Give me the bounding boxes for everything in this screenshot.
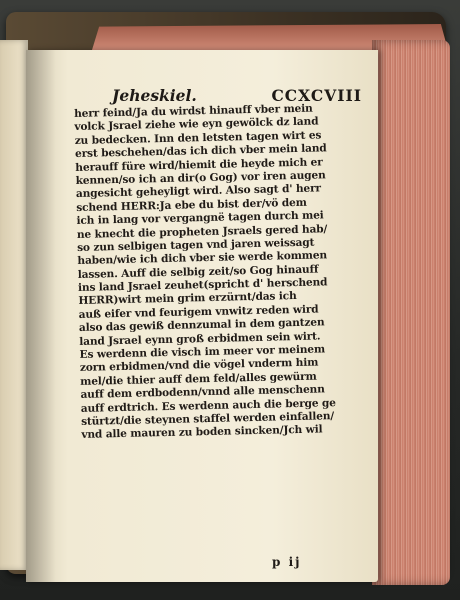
text-line: herauff füre wird/hiemit die heyde mich er	[75, 155, 323, 174]
text-line: lassen. Auff die selbig zeit/so Gog hinauff	[77, 263, 319, 281]
body-text	[74, 102, 352, 443]
signature-mark: p ij	[272, 555, 302, 569]
gutter-shadow	[26, 50, 56, 582]
text-line: auff dem erdbodenn/vnnd alle menschenn	[80, 383, 325, 402]
folio-number: CCXCVIII	[271, 86, 362, 105]
text-line: stürtzt/die steynen staffel werden einfallen/	[80, 410, 335, 428]
text-line: herr feind/Ja du wirdst hinauff vber mein	[74, 102, 313, 120]
text-line: kennen/so ich an dir(o Gog) vor iren augen	[75, 169, 326, 187]
right-page	[26, 50, 378, 582]
left-page-sliver	[0, 40, 28, 570]
text-line: mel/die thier auff dem feld/alles gewürm	[80, 370, 317, 388]
text-line: HERR)wirt mein grim erzürnt/das ich	[78, 290, 297, 308]
text-line: ich in lang vor vergangnë tagen durch mei	[76, 209, 324, 228]
text-line: haben/wie ich dich vber sie werde kommen	[77, 249, 328, 268]
text-line: zu bedecken. Inn den letsten tagen wirt es	[74, 129, 322, 147]
text-line: ins land Jsrael zeuhet(spricht d' herschend	[77, 276, 328, 295]
text-line: land Jsrael eynn groß erbidmen sein wirt.	[79, 330, 321, 348]
text-line: also das gewiß dennzumal in dem gantzen	[78, 316, 325, 335]
page-fore-edge	[372, 40, 450, 585]
text-line: zorn erbidmen/vnd die vögel vnderm him	[79, 356, 319, 375]
text-line: volck Jsrael ziehe wie eyn gewölck dz land	[74, 115, 319, 134]
text-line: so zun selbigen tagen vnd jaren weissagt	[77, 236, 315, 254]
text-line: vnd alle mauren zu boden sincken/Jch wil	[81, 423, 323, 442]
text-line: erst beschehen/das ich dich vber mein land	[74, 142, 327, 161]
running-title: Jeheskiel.	[112, 86, 197, 105]
text-line: auß eifer vnd feurigem vnwitz reden wird	[78, 303, 319, 321]
text-line: ne knecht die propheten Jsraels gered hab/	[76, 222, 328, 241]
text-line: angesicht geheyligt wird. Also sagt d' herr	[75, 182, 322, 201]
text-line: Es werdenn die visch im meer vor meinem	[79, 343, 326, 361]
text-line: auff erdtrich. Es werdenn auch die berge ge	[80, 396, 336, 415]
text-line: schend HERR:Ja ebe du bist der/vö dem	[76, 196, 307, 214]
